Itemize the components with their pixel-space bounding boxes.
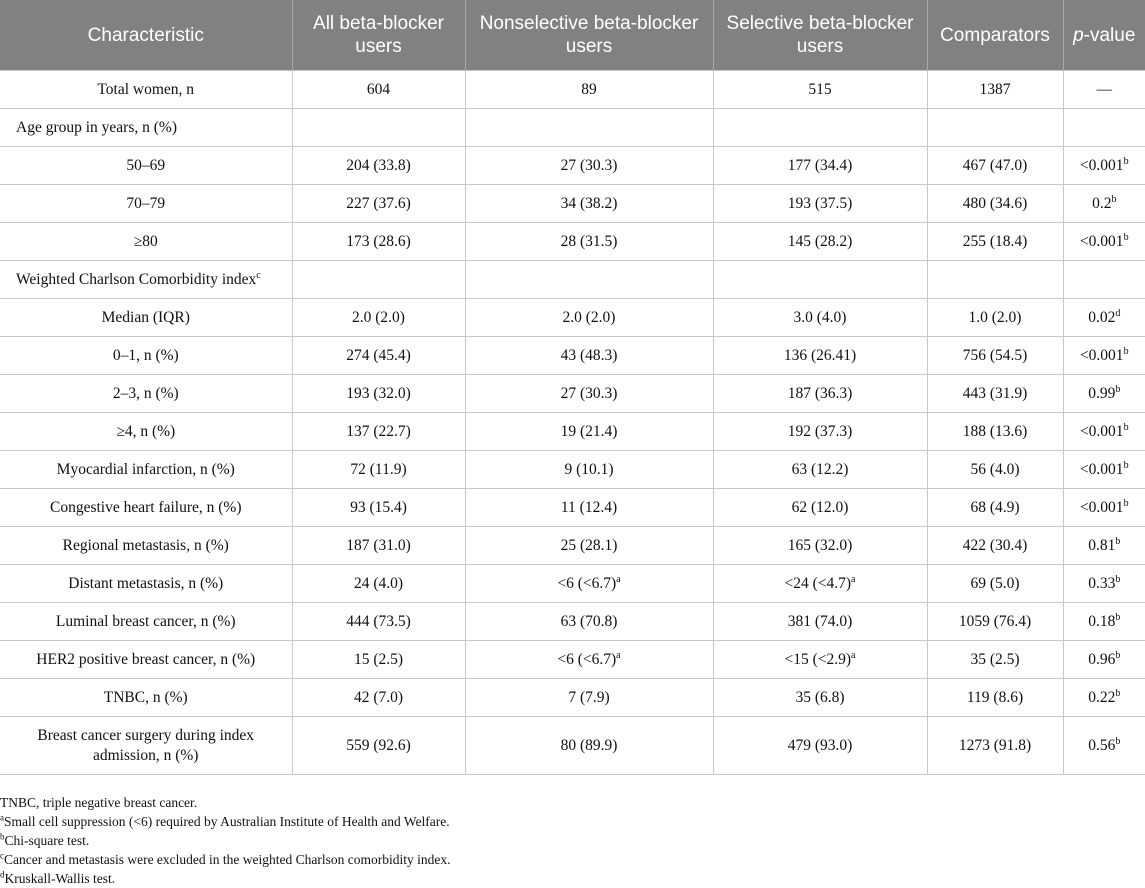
cell-selective (713, 147, 927, 185)
cell-nonselective (465, 185, 713, 223)
col-header-p-value (1063, 0, 1145, 71)
footnote-mark: a (851, 573, 856, 585)
cell-comparators (927, 489, 1063, 527)
table-row (0, 413, 1145, 451)
cell-comparators (927, 147, 1063, 185)
cell-selective-text: <15 (<2.9) (784, 650, 852, 668)
cell-all-users-text: 137 (22.7) (346, 422, 411, 440)
cell-comparators-text: 119 (8.6) (966, 688, 1024, 706)
table-row (0, 679, 1145, 717)
cell-characteristic (0, 527, 292, 565)
col-header-all-users: All beta-blocker users (292, 0, 465, 71)
footnote-mark: b (1115, 687, 1121, 699)
cell-p-value-text: 0.96 (1088, 650, 1116, 668)
table-row (0, 109, 1145, 147)
cell-characteristic (0, 603, 292, 641)
cell-p-value-text: <0.001 (1079, 498, 1124, 516)
cell-characteristic (0, 375, 292, 413)
cell-nonselective-text: 28 (31.5) (560, 232, 618, 250)
cell-characteristic (0, 337, 292, 375)
cell-comparators-text: 68 (4.9) (970, 498, 1020, 516)
cell-selective-text: 165 (32.0) (787, 536, 853, 554)
cell-all-users (292, 261, 465, 299)
cell-p-value (1063, 337, 1145, 375)
cell-characteristic-text: Breast cancer surgery during index admission, n (%) (37, 726, 255, 764)
footnote-mark: b (1123, 421, 1129, 433)
cell-nonselective (465, 527, 713, 565)
cell-p-value (1063, 717, 1145, 775)
cell-nonselective-text: <6 (<6.7) (557, 650, 617, 668)
cell-selective-text: 145 (28.2) (787, 232, 853, 250)
table-row (0, 603, 1145, 641)
cell-all-users-text: 72 (11.9) (350, 460, 407, 478)
cell-all-users (292, 71, 465, 109)
footnote-text: TNBC, triple negative breast cancer. (0, 795, 198, 810)
table-header-row (0, 0, 1145, 71)
table-row (0, 185, 1145, 223)
cell-all-users (292, 147, 465, 185)
cell-all-users-text: 559 (92.6) (346, 736, 411, 754)
cell-selective-text: 62 (12.0) (791, 498, 849, 516)
cell-selective (713, 109, 927, 147)
cell-selective-text: 35 (6.8) (795, 688, 845, 706)
footnote-mark: a (0, 812, 4, 823)
cell-selective-text: 136 (26.41) (783, 346, 857, 364)
table-row (0, 71, 1145, 109)
table-row (0, 299, 1145, 337)
table-row (0, 261, 1145, 299)
cell-p-value-text: 0.56 (1088, 736, 1116, 754)
cell-comparators-text: 69 (5.0) (970, 574, 1020, 592)
cell-all-users-text: 274 (45.4) (346, 346, 411, 364)
footnote-mark: a (616, 573, 621, 585)
cell-comparators (927, 71, 1063, 109)
cell-all-users-text: 24 (4.0) (353, 574, 404, 592)
cell-characteristic-text: Myocardial infarction, n (%) (56, 460, 235, 478)
cell-p-value (1063, 565, 1145, 603)
cell-all-users-text: 444 (73.5) (346, 612, 411, 630)
footnote (0, 850, 1145, 869)
cell-p-value-text: — (1096, 80, 1112, 98)
cell-all-users (292, 375, 465, 413)
cell-selective (713, 679, 927, 717)
footnote-mark: b (1123, 231, 1129, 243)
cell-nonselective-text: 11 (12.4) (560, 498, 618, 516)
cell-nonselective (465, 109, 713, 147)
cell-all-users (292, 185, 465, 223)
cell-nonselective-text: 7 (7.9) (568, 688, 610, 706)
cell-nonselective (465, 489, 713, 527)
cell-comparators-text: 1387 (979, 80, 1011, 98)
cell-nonselective (465, 337, 713, 375)
footnote-mark: d (1115, 307, 1121, 319)
cell-comparators-text: 756 (54.5) (962, 346, 1028, 364)
cell-all-users-text: 604 (366, 80, 391, 98)
cell-p-value-text: 0.81 (1088, 536, 1116, 554)
cell-comparators (927, 375, 1063, 413)
cell-nonselective-text: <6 (<6.7) (557, 574, 617, 592)
cell-all-users-text: 2.0 (2.0) (352, 308, 405, 326)
cell-characteristic-text: 70–79 (126, 194, 166, 212)
cell-characteristic (0, 185, 292, 223)
cell-p-value-text: 0.33 (1088, 574, 1116, 592)
cell-nonselective (465, 299, 713, 337)
footnote-mark: b (1123, 459, 1129, 471)
footnote-text: Kruskall-Wallis test. (4, 871, 116, 886)
cell-p-value (1063, 299, 1145, 337)
cell-selective-text: 193 (37.5) (787, 194, 853, 212)
cell-all-users (292, 489, 465, 527)
footnote-text: Cancer and metastasis were excluded in the weighted Charlson comorbidity index. (4, 852, 451, 867)
cell-comparators (927, 451, 1063, 489)
footnote-text: Chi-square test. (4, 833, 90, 848)
cell-nonselective-text: 89 (581, 80, 597, 98)
cell-p-value-text: 0.22 (1088, 688, 1116, 706)
table-row (0, 375, 1145, 413)
cell-all-users (292, 337, 465, 375)
footnote (0, 793, 1145, 812)
footnote-mark: b (1115, 573, 1121, 585)
cell-all-users (292, 299, 465, 337)
cell-selective-text: 479 (93.0) (787, 736, 853, 754)
cell-characteristic-text: Weighted Charlson Comorbidity index (16, 270, 257, 288)
cell-p-value-text: 0.02 (1088, 308, 1116, 326)
cell-nonselective-text: 25 (28.1) (560, 536, 618, 554)
cell-p-value (1063, 223, 1145, 261)
cell-comparators (927, 223, 1063, 261)
cell-p-value (1063, 451, 1145, 489)
cell-comparators (927, 527, 1063, 565)
cell-p-value-text: <0.001 (1079, 232, 1124, 250)
cell-comparators-text: 443 (31.9) (962, 384, 1028, 402)
cell-characteristic (0, 717, 292, 775)
cell-characteristic (0, 109, 292, 147)
footnote (0, 869, 1145, 888)
footnote-mark: b (1115, 535, 1121, 547)
table-row (0, 717, 1145, 775)
cell-comparators (927, 679, 1063, 717)
cell-p-value (1063, 489, 1145, 527)
footnote (0, 812, 1145, 831)
cell-all-users-text: 15 (2.5) (353, 650, 404, 668)
footnotes (0, 793, 1145, 888)
cell-nonselective-text: 43 (48.3) (560, 346, 618, 364)
footnote-mark: c (0, 850, 4, 861)
cell-nonselective (465, 679, 713, 717)
cell-characteristic-text: HER2 positive breast cancer, n (%) (36, 650, 256, 668)
cell-p-value (1063, 109, 1145, 147)
cell-nonselective (465, 717, 713, 775)
cell-comparators (927, 603, 1063, 641)
table-row (0, 641, 1145, 679)
table-row (0, 565, 1145, 603)
cell-comparators (927, 261, 1063, 299)
cell-selective (713, 299, 927, 337)
cell-p-value (1063, 375, 1145, 413)
footnote-mark: b (1111, 193, 1117, 205)
cell-selective-text: 381 (74.0) (787, 612, 853, 630)
table-body (0, 71, 1145, 775)
cell-characteristic (0, 71, 292, 109)
footnote-mark: b (0, 831, 5, 842)
cell-p-value (1063, 147, 1145, 185)
cell-p-value (1063, 641, 1145, 679)
table-row (0, 451, 1145, 489)
cell-characteristic-text: Total women, n (97, 80, 195, 98)
cell-comparators-text: 255 (18.4) (962, 232, 1028, 250)
cell-p-value-text: 0.99 (1088, 384, 1116, 402)
cell-characteristic (0, 261, 292, 299)
cell-characteristic-text: Regional metastasis, n (%) (62, 536, 229, 554)
col-header-comparators: Comparators (927, 0, 1063, 71)
cell-p-value-text: 0.2 (1092, 194, 1112, 212)
footnote-mark: b (1123, 497, 1129, 509)
table-row (0, 527, 1145, 565)
cell-nonselective (465, 641, 713, 679)
cell-selective (713, 223, 927, 261)
cell-characteristic (0, 223, 292, 261)
footnote-text: Small cell suppression (<6) required by Australian Institute of Health and Welfare. (4, 814, 450, 829)
cell-characteristic-text: TNBC, n (%) (103, 688, 188, 706)
col-header-selective: Selective beta-blocker users (713, 0, 927, 71)
cell-selective-text: <24 (<4.7) (784, 574, 852, 592)
cell-comparators (927, 299, 1063, 337)
cell-characteristic (0, 451, 292, 489)
cell-all-users-text: 42 (7.0) (353, 688, 404, 706)
p-value-label: p-value (1073, 24, 1136, 46)
cell-all-users (292, 413, 465, 451)
cell-comparators (927, 413, 1063, 451)
cell-all-users-text: 187 (31.0) (346, 536, 411, 554)
cell-comparators-text: 35 (2.5) (970, 650, 1020, 668)
cell-comparators-text: 467 (47.0) (962, 156, 1028, 174)
cell-characteristic (0, 413, 292, 451)
cell-p-value (1063, 71, 1145, 109)
cell-nonselective (465, 451, 713, 489)
cell-p-value-text: <0.001 (1079, 460, 1124, 478)
cell-characteristic (0, 641, 292, 679)
cell-selective-text: 3.0 (4.0) (793, 308, 847, 326)
cell-nonselective (465, 71, 713, 109)
cell-nonselective (465, 147, 713, 185)
cell-characteristic (0, 489, 292, 527)
cell-selective-text: 177 (34.4) (787, 156, 853, 174)
cell-comparators (927, 185, 1063, 223)
cell-p-value (1063, 527, 1145, 565)
cell-characteristic-text: 2–3, n (%) (112, 384, 179, 402)
cell-nonselective-text: 27 (30.3) (560, 384, 618, 402)
cell-p-value-text: <0.001 (1079, 156, 1124, 174)
footnote-mark: b (1123, 155, 1129, 167)
cell-comparators-text: 480 (34.6) (962, 194, 1028, 212)
cell-p-value (1063, 261, 1145, 299)
cell-nonselective (465, 375, 713, 413)
cell-selective (713, 261, 927, 299)
footnote (0, 831, 1145, 850)
cell-selective (713, 641, 927, 679)
cell-selective (713, 185, 927, 223)
cell-comparators (927, 565, 1063, 603)
cell-p-value (1063, 185, 1145, 223)
cell-characteristic (0, 299, 292, 337)
cell-all-users-text: 227 (37.6) (346, 194, 411, 212)
cell-selective (713, 413, 927, 451)
cell-selective (713, 375, 927, 413)
cell-characteristic-text: ≥4, n (%) (116, 422, 176, 440)
cell-selective-text: 192 (37.3) (787, 422, 853, 440)
footnote-mark: a (616, 649, 621, 661)
cell-characteristic-text: Age group in years, n (%) (16, 118, 177, 136)
footnote-mark: b (1123, 345, 1129, 357)
cell-characteristic-text: Congestive heart failure, n (%) (49, 498, 242, 516)
cell-p-value-text: <0.001 (1079, 422, 1124, 440)
cell-comparators-text: 1.0 (2.0) (968, 308, 1022, 326)
cell-comparators-text: 422 (30.4) (962, 536, 1028, 554)
cell-selective-text: 63 (12.2) (791, 460, 849, 478)
cell-selective (713, 451, 927, 489)
footnote-mark: a (851, 649, 856, 661)
col-header-characteristic: Characteristic (0, 0, 292, 71)
cell-characteristic-text: Luminal breast cancer, n (%) (55, 612, 236, 630)
cell-nonselective (465, 413, 713, 451)
cell-comparators-text: 1273 (91.8) (958, 736, 1032, 754)
cell-p-value-text: 0.18 (1088, 612, 1116, 630)
cell-all-users-text: 173 (28.6) (346, 232, 411, 250)
cell-comparators (927, 641, 1063, 679)
cell-characteristic-text: ≥80 (133, 232, 158, 250)
cell-selective (713, 337, 927, 375)
cell-nonselective (465, 565, 713, 603)
cell-nonselective (465, 603, 713, 641)
footnote-mark: d (0, 869, 5, 880)
cell-characteristic-text: 50–69 (126, 156, 166, 174)
footnote-mark: b (1115, 735, 1121, 747)
cell-all-users (292, 451, 465, 489)
footnote-mark: b (1115, 649, 1121, 661)
cell-selective-text: 515 (808, 80, 832, 98)
cell-nonselective-text: 34 (38.2) (560, 194, 618, 212)
cell-nonselective-text: 2.0 (2.0) (562, 308, 616, 326)
cell-nonselective (465, 261, 713, 299)
cell-nonselective-text: 80 (89.9) (560, 736, 618, 754)
cell-characteristic-text: Median (IQR) (101, 308, 190, 326)
cell-selective (713, 603, 927, 641)
cell-p-value (1063, 413, 1145, 451)
cell-all-users (292, 603, 465, 641)
cell-all-users (292, 641, 465, 679)
cell-nonselective-text: 27 (30.3) (560, 156, 618, 174)
cell-characteristic (0, 565, 292, 603)
footnote-mark: b (1115, 383, 1121, 395)
cell-selective (713, 565, 927, 603)
cell-p-value-text: <0.001 (1079, 346, 1124, 364)
cell-all-users-text: 204 (33.8) (346, 156, 411, 174)
cell-comparators (927, 109, 1063, 147)
footnote-mark: b (1115, 611, 1121, 623)
cell-nonselective-text: 9 (10.1) (564, 460, 614, 478)
footnote-mark: c (256, 269, 261, 281)
cell-selective (713, 71, 927, 109)
cell-characteristic (0, 679, 292, 717)
cell-comparators (927, 337, 1063, 375)
cell-all-users (292, 527, 465, 565)
cell-all-users-text: 193 (32.0) (346, 384, 411, 402)
cell-all-users (292, 223, 465, 261)
cell-p-value (1063, 679, 1145, 717)
cell-characteristic (0, 147, 292, 185)
cell-characteristic-text: 0–1, n (%) (112, 346, 179, 364)
cell-p-value (1063, 603, 1145, 641)
cell-all-users-text: 93 (15.4) (350, 498, 407, 516)
cell-all-users (292, 679, 465, 717)
cell-characteristic-text: Distant metastasis, n (%) (68, 574, 224, 592)
cell-comparators-text: 188 (13.6) (962, 422, 1028, 440)
cell-comparators (927, 717, 1063, 775)
cell-nonselective (465, 223, 713, 261)
cell-all-users (292, 109, 465, 147)
cell-selective (713, 489, 927, 527)
cell-all-users (292, 717, 465, 775)
table-row (0, 489, 1145, 527)
cell-comparators-text: 1059 (76.4) (958, 612, 1032, 630)
cell-all-users (292, 565, 465, 603)
table-row (0, 337, 1145, 375)
table-row (0, 223, 1145, 261)
col-header-nonselective: Nonselective beta-blocker users (465, 0, 713, 71)
cell-nonselective-text: 19 (21.4) (560, 422, 618, 440)
cell-selective-text: 187 (36.3) (787, 384, 853, 402)
cell-selective (713, 717, 927, 775)
cell-selective (713, 527, 927, 565)
cell-nonselective-text: 63 (70.8) (560, 612, 618, 630)
cell-comparators-text: 56 (4.0) (970, 460, 1020, 478)
table-row (0, 147, 1145, 185)
